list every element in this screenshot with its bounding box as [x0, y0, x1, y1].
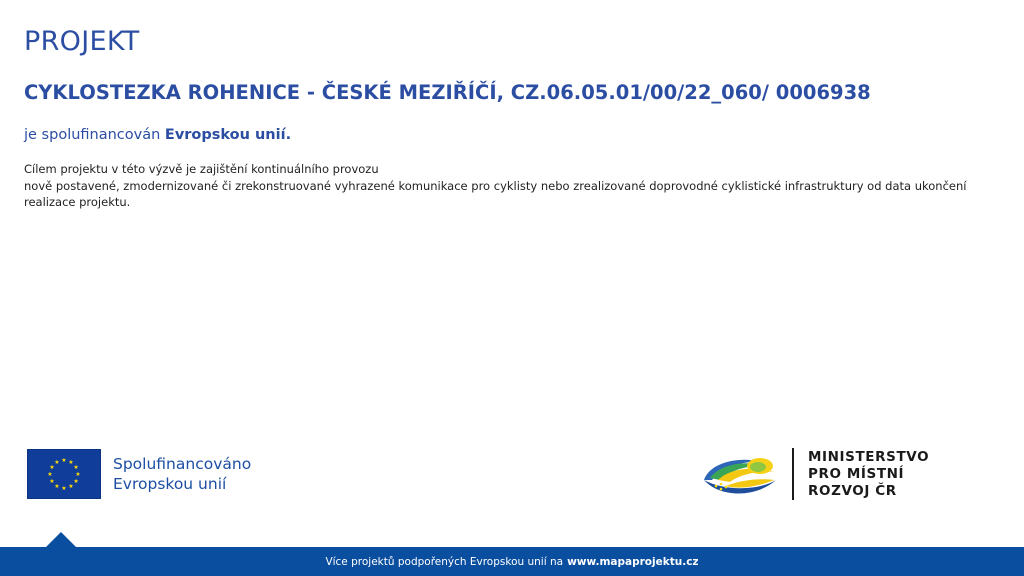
ministry-emblem-icon	[700, 450, 778, 498]
eu-star-icon: ★	[75, 471, 81, 478]
eu-star-icon: ★	[49, 478, 55, 485]
eu-star-icon: ★	[54, 483, 60, 491]
eu-star-icon: ★	[61, 457, 67, 464]
cofinancing-emphasis: Evropskou unií.	[164, 127, 292, 143]
page-heading: PROJEKT	[24, 26, 140, 57]
eu-star-icon: ★	[73, 478, 79, 485]
eu-logo-line-1: Spolufinancováno	[113, 455, 252, 473]
description-line-2: nově postavené, zmodernizované či zrekonstruované vyhrazené komunikace pro cyklisty nebo zrealizované doprovodné cyklistické infrastruktury od data ukončení realizace projektu.	[24, 178, 967, 209]
eu-star-icon: ★	[47, 471, 53, 478]
eu-star-icon: ★	[68, 483, 74, 491]
eu-flag-icon	[27, 449, 101, 499]
ministry-name-line-3: ROZVOJ ČR	[808, 482, 897, 499]
eu-logo-text	[113, 454, 251, 494]
logo-divider	[792, 448, 794, 500]
description-line-1: Cílem projektu v této výzvě je zajištění kontinuálního provozu	[24, 162, 379, 176]
ministry-logo	[700, 446, 929, 502]
eu-star-icon: ★	[61, 485, 67, 492]
cofinancing-statement	[24, 125, 291, 145]
footer-notch	[46, 532, 76, 547]
project-description	[24, 161, 1014, 211]
eu-star-icon: ★	[73, 464, 79, 471]
eu-cofinancing-logo	[27, 449, 251, 499]
eu-logo-line-2: Evropskou unií	[113, 475, 227, 493]
eu-star-icon: ★	[49, 464, 55, 471]
ministry-name	[808, 449, 929, 500]
ministry-name-line-2: PRO MÍSTNÍ	[808, 465, 905, 482]
footer-link[interactable]: www.mapaprojektu.cz	[567, 555, 699, 568]
ministry-name-line-1: MINISTERSTVO	[808, 448, 930, 465]
footer-bar	[0, 547, 1024, 576]
eu-star-icon: ★	[54, 458, 60, 466]
eu-star-icon: ★	[68, 458, 74, 466]
cofinancing-prefix: je spolufinancován	[24, 127, 161, 143]
project-title: CYKLOSTEZKA ROHENICE - ČESKÉ MEZIŘÍČÍ, CZ.06.05.01/00/22_060/ 0006938	[24, 81, 871, 104]
footer-text: Více projektů podpořených Evropskou unií na	[325, 555, 564, 568]
